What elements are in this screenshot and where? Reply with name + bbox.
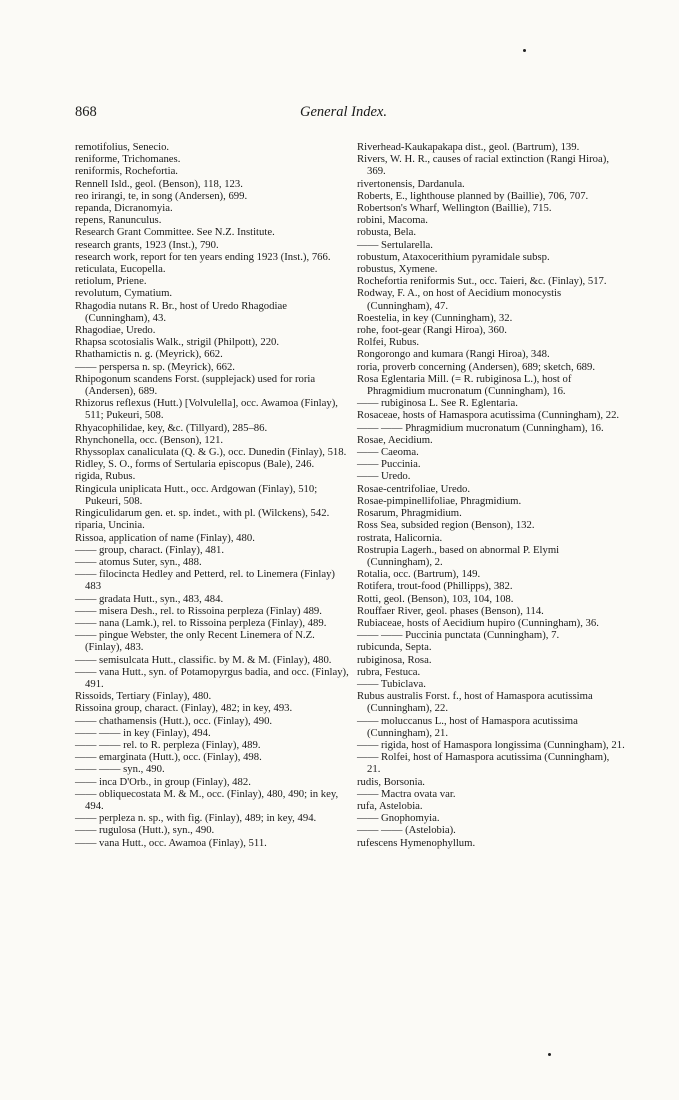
- index-entry: remotifolius, Senecio.: [75, 141, 170, 153]
- index-entry: robustus, Xymene.: [357, 263, 438, 276]
- index-entry: —— rugulosa (Hutt.), syn., 490.: [75, 824, 215, 837]
- index-entry: Rissoids, Tertiary (Finlay), 480.: [75, 690, 212, 703]
- index-entry: —— Caeoma.: [357, 446, 419, 459]
- running-title: General Index.: [300, 104, 387, 120]
- index-entry: Rubus australis Forst. f., host of Hamaspora acutissima (Cunningham), 22.: [357, 690, 593, 715]
- index-entry: rostrata, Halicornia.: [357, 531, 443, 544]
- index-entry: rubra, Festuca.: [357, 665, 421, 678]
- index-entry: —— —— (Astelobia).: [357, 824, 456, 837]
- index-entry: Rhapsa scotosialis Walk., strigil (Philpott), 220.: [75, 336, 280, 349]
- index-entry: —— —— Phragmidium mucronatum (Cunningham), 16.: [357, 421, 604, 434]
- ink-speck: [523, 49, 526, 52]
- index-entry: Ringiculidarum gen. et. sp. indet., with pl. (Wilckens), 542.: [75, 507, 330, 520]
- index-entry: reo irirangi, te, in song (Andersen), 699.: [75, 189, 248, 202]
- index-entry: —— —— in key (Finlay), 494.: [75, 726, 211, 739]
- index-entry: —— Uredo.: [357, 470, 411, 483]
- index-entry: Rouffaer River, geol. phases (Benson), 114.: [357, 604, 544, 617]
- index-entry: —— pingue Webster, the only Recent Linemera of N.Z. (Finlay), 483.: [75, 629, 315, 654]
- index-entry: —— semisulcata Hutt., classific. by M. & M. (Finlay), 480.: [75, 653, 332, 666]
- index-entry: Ross Sea, subsided region (Benson), 132.: [357, 519, 535, 532]
- index-entry: —— —— syn., 490.: [75, 763, 165, 776]
- index-entry: robusta, Bela.: [357, 226, 417, 239]
- index-entry: —— —— rel. to R. perpleza (Finlay), 489.: [75, 738, 261, 751]
- index-entry: rubicunda, Septa.: [357, 641, 432, 654]
- index-entry: —— filocincta Hedley and Petterd, rel. to Linemera (Finlay) 483: [75, 568, 335, 593]
- index-entry: —— obliquecostata M. & M., occ. (Finlay), 480, 490; in key, 494.: [75, 787, 339, 812]
- index-entry: —— rubiginosa L. See R. Eglentaria.: [357, 397, 518, 410]
- index-entry: reniformis, Rochefortia.: [75, 165, 178, 178]
- index-entry: rudis, Borsonia.: [357, 775, 425, 788]
- index-entry: —— —— Puccinia punctata (Cunningham), 7.: [357, 629, 560, 642]
- index-entry: —— Gnophomyia.: [357, 812, 440, 825]
- index-entry: —— Sertularella.: [357, 238, 433, 251]
- index-entry: reticulata, Eucopella.: [75, 263, 166, 276]
- index-entry: repanda, Dicranomyia.: [75, 202, 173, 215]
- index-entry: Rennell Isld., geol. (Benson), 118, 123.: [75, 177, 243, 190]
- index-entry: —— perspersa n. sp. (Meyrick), 662.: [75, 360, 235, 373]
- page-number: 868: [75, 104, 97, 120]
- index-entry: Ringicula uniplicata Hutt., occ. Ardgowan (Finlay), 510; Pukeuri, 508.: [75, 482, 318, 507]
- index-entry: Rhyssoplax canaliculata (Q. & G.), occ. Dunedin (Finlay), 518.: [75, 446, 347, 459]
- index-entry: Rosa Eglentaria Mill. (= R. rubiginosa L.), host of Phragmidium mucronatum (Cunningham), 16.: [357, 372, 572, 398]
- index-entry: revolutum, Cymatium.: [75, 287, 173, 300]
- index-entry: rufa, Astelobia.: [357, 799, 423, 812]
- index-entry: —— nana (Lamk.), rel. to Rissoina perpleza (Finlay), 489.: [75, 616, 327, 629]
- index-entry: —— Mactra ovata var.: [357, 787, 456, 800]
- index-entry: Roestelia, in key (Cunningham), 32.: [357, 311, 513, 324]
- page-header: [0, 104, 679, 126]
- index-entry: rohe, foot-gear (Rangi Hiroa), 360.: [357, 324, 507, 337]
- index-entry: Rosae, Aecidium.: [357, 433, 433, 446]
- index-entry: Rhynchonella, occ. (Benson), 121.: [75, 433, 224, 446]
- index-entry: Rolfei, Rubus.: [357, 336, 420, 349]
- index-entry: rigida, Rubus.: [75, 470, 136, 483]
- index-entry: —— Tubiclava.: [357, 677, 426, 690]
- index-entry: Riverhead-Kaukapakapa dist., geol. (Bartrum), 139.: [357, 141, 580, 153]
- index-entry: Rotifera, trout-food (Phillipps), 382.: [357, 580, 513, 593]
- index-entry: riparia, Uncinia.: [75, 519, 145, 532]
- index-entry: robini, Macoma.: [357, 214, 428, 227]
- index-entry: Rubiaceae, hosts of Aecidium hupiro (Cunningham), 36.: [357, 616, 599, 629]
- index-entry: —— gradata Hutt., syn., 483, 484.: [75, 592, 224, 605]
- index-column-right: [357, 141, 625, 849]
- index-entry: Rivers, W. H. R., causes of racial extinction (Rangi Hiroa), 369.: [357, 153, 609, 178]
- index-entry: Rhyacophilidae, key, &c. (Tillyard), 285–86.: [75, 421, 268, 434]
- index-entry: Rosarum, Phragmidium.: [357, 507, 462, 520]
- index-entry: —— atomus Suter, syn., 488.: [75, 555, 202, 568]
- index-entry: Rostrupia Lagerh., based on abnormal P. Elymi (Cunningham), 2.: [357, 543, 560, 568]
- index-entry: —— vana Hutt., occ. Awamoa (Finlay), 511.: [75, 836, 267, 849]
- index-entry: —— rigida, host of Hamaspora longissima (Cunningham), 21.: [357, 738, 625, 751]
- index-entry: —— group, charact. (Finlay), 481.: [75, 543, 224, 556]
- index-entry: roria, proverb concerning (Andersen), 689; sketch, 689.: [357, 360, 596, 373]
- index-entry: Rosae-centrifoliae, Uredo.: [357, 482, 471, 495]
- index-entry: Rhagodia nutans R. Br., host of Uredo Rhagodiae (Cunningham), 43.: [75, 299, 287, 324]
- index-entry: —— moluccanus L., host of Hamaspora acutissima (Cunningham), 21.: [357, 714, 578, 739]
- index-column-left: [75, 141, 349, 849]
- index-entry: —— Puccinia.: [357, 458, 421, 471]
- index-entry: —— inca D'Orb., in group (Finlay), 482.: [75, 775, 251, 788]
- index-entry: Roberts, E., lighthouse planned by (Baillie), 706, 707.: [357, 189, 589, 202]
- index-entry: Rochefortia reniformis Sut., occ. Taieri, &c. (Finlay), 517.: [357, 275, 607, 288]
- index-entry: Rhathamictis n. g. (Meyrick), 662.: [75, 348, 223, 361]
- index-entry: Rhipogonum scandens Forst. (supplejack) used for roria (Andersen), 689.: [75, 372, 316, 398]
- index-entry: rivertonensis, Dardanula.: [357, 177, 465, 190]
- index-entry: —— Rolfei, host of Hamaspora acutissima (Cunningham), 21.: [357, 751, 610, 776]
- index-entry: Rotalia, occ. (Bartrum), 149.: [357, 568, 481, 581]
- index-entry: —— perpleza n. sp., with fig. (Finlay), 489; in key, 494.: [75, 812, 317, 825]
- index-entry: Rotti, geol. (Benson), 103, 104, 108.: [357, 592, 514, 605]
- index-entry: retiolum, Priene.: [75, 275, 147, 288]
- index-entry: Robertson's Wharf, Wellington (Baillie), 715.: [357, 202, 552, 215]
- index-entry: —— vana Hutt., syn. of Potamopyrgus badia, and occ. (Finlay), 491.: [75, 665, 349, 690]
- index-entry: reniforme, Trichomanes.: [75, 153, 181, 166]
- index-entry: Rodway, F. A., on host of Aecidium monocystis (Cunningham), 47.: [357, 287, 562, 312]
- index-entry: Rhizorus reflexus (Hutt.) [Volvulella], occ. Awamoa (Finlay), 511; Pukeuri, 508.: [75, 397, 338, 422]
- index-entry: Rissoina group, charact. (Finlay), 482; in key, 493.: [75, 702, 293, 715]
- index-entry: Rissoa, application of name (Finlay), 480.: [75, 531, 255, 544]
- index-entry: rufescens Hymenophyllum.: [357, 836, 476, 849]
- index-entry: robustum, Ataxocerithium pyramidale subsp.: [357, 250, 550, 263]
- index-entry: repens, Ranunculus.: [75, 214, 162, 227]
- index-entry: —— misera Desh., rel. to Rissoina perpleza (Finlay) 489.: [75, 604, 322, 617]
- index-entry: Research Grant Committee. See N.Z. Institute.: [75, 226, 275, 239]
- index-entry: rubiginosa, Rosa.: [357, 653, 432, 666]
- index-entry: —— chathamensis (Hutt.), occ. (Finlay), 490.: [75, 714, 273, 727]
- index-entry: Rosaceae, hosts of Hamaspora acutissima (Cunningham), 22.: [357, 409, 620, 422]
- index-entry: Rongorongo and kumara (Rangi Hiroa), 348.: [357, 348, 550, 361]
- index-entry: —— emarginata (Hutt.), occ. (Finlay), 498.: [75, 751, 262, 764]
- index-entry: Rosae-pimpinellifoliae, Phragmidium.: [357, 494, 522, 507]
- index-entry: research work, report for ten years ending 1923 (Inst.), 766.: [75, 250, 331, 263]
- index-entry: Ridley, S. O., forms of Sertularia episcopus (Bale), 246.: [75, 458, 315, 471]
- index-entry: research grants, 1923 (Inst.), 790.: [75, 238, 219, 251]
- ink-speck: [548, 1053, 551, 1056]
- index-entry: Rhagodiae, Uredo.: [75, 324, 156, 337]
